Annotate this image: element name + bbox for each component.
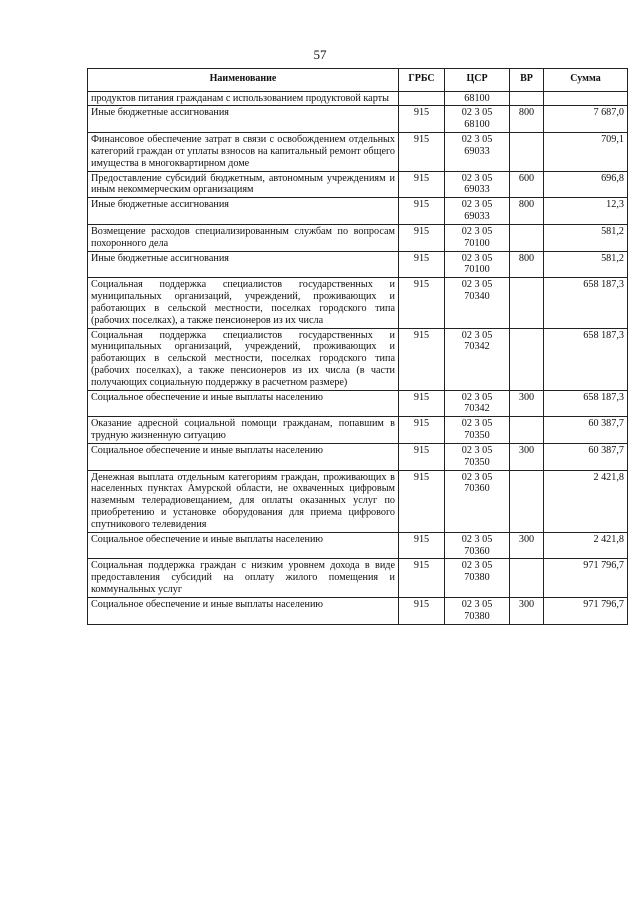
row-vr: 300 <box>510 597 544 624</box>
row-grbs: 915 <box>399 470 445 532</box>
row-csr-line2: 70360 <box>464 483 490 495</box>
row-csr-line1: 02 3 05 <box>461 172 493 184</box>
row-grbs: 915 <box>399 198 445 225</box>
row-csr-line2: 70342 <box>464 341 490 353</box>
row-name: продуктов питания гражданам с использованием продуктовой карты <box>88 91 399 106</box>
row-vr <box>510 470 544 532</box>
row-csr-line1: 02 3 05 <box>461 199 493 211</box>
row-sum: 2 421,8 <box>544 470 628 532</box>
row-grbs: 915 <box>399 106 445 133</box>
row-sum: 60 387,7 <box>544 417 628 444</box>
row-csr <box>445 106 510 133</box>
header-sum: Сумма <box>544 69 628 92</box>
table-row <box>88 91 628 106</box>
row-csr-line1: 02 3 05 <box>461 252 493 264</box>
row-csr <box>445 390 510 417</box>
table-row <box>88 443 628 470</box>
row-name: Социальное обеспечение и иные выплаты населению <box>88 390 399 417</box>
row-csr-line2: 70342 <box>464 403 490 415</box>
row-grbs: 915 <box>399 390 445 417</box>
row-sum: 7 687,0 <box>544 106 628 133</box>
row-name: Иные бюджетные ассигнования <box>88 251 399 278</box>
row-vr: 800 <box>510 106 544 133</box>
table-row <box>88 106 628 133</box>
table-row <box>88 328 628 390</box>
row-grbs <box>399 91 445 106</box>
row-csr-line2: 70100 <box>464 264 490 276</box>
row-csr <box>445 597 510 624</box>
row-csr <box>445 278 510 328</box>
row-grbs: 915 <box>399 278 445 328</box>
row-name: Возмещение расходов специализированным службам по вопросам похоронного дела <box>88 224 399 251</box>
row-csr-line2: 69033 <box>464 145 490 157</box>
table-row <box>88 278 628 328</box>
table-row <box>88 251 628 278</box>
table-row <box>88 532 628 559</box>
row-csr-line1: 02 3 05 <box>461 329 493 341</box>
row-csr-line1: 02 3 05 <box>461 598 493 610</box>
row-grbs: 915 <box>399 251 445 278</box>
row-name: Социальное обеспечение и иные выплаты населению <box>88 597 399 624</box>
table-row <box>88 470 628 532</box>
row-grbs: 915 <box>399 171 445 198</box>
row-name: Денежная выплата отдельным категориям граждан, проживающих в населенных пунктах Амурской области, не охваченных цифровым наземным телерадиовещанием, для оплаты оказанных услуг по приобретению и установке оборудования для приема цифрового спутникового телевидения <box>88 470 399 532</box>
row-csr-line2: 69033 <box>464 184 490 196</box>
row-csr-line1: 02 3 05 <box>461 225 493 237</box>
row-sum: 581,2 <box>544 251 628 278</box>
row-name: Иные бюджетные ассигнования <box>88 198 399 225</box>
row-vr: 300 <box>510 390 544 417</box>
table-row <box>88 133 628 171</box>
row-csr-line1: 02 3 05 <box>461 391 493 403</box>
row-csr-line2: 70360 <box>464 545 490 557</box>
row-vr <box>510 278 544 328</box>
budget-table <box>87 68 628 625</box>
row-name: Социальное обеспечение и иные выплаты населению <box>88 532 399 559</box>
table-row <box>88 171 628 198</box>
header-vr: ВР <box>510 69 544 92</box>
row-csr-line2: 70350 <box>464 430 490 442</box>
header-csr: ЦСР <box>445 69 510 92</box>
row-name: Иные бюджетные ассигнования <box>88 106 399 133</box>
row-csr <box>445 171 510 198</box>
row-sum: 12,3 <box>544 198 628 225</box>
row-csr-line1: 02 3 05 <box>461 560 493 572</box>
row-grbs: 915 <box>399 443 445 470</box>
row-vr: 300 <box>510 532 544 559</box>
row-vr <box>510 91 544 106</box>
row-csr <box>445 417 510 444</box>
row-csr-line1: 02 3 05 <box>461 444 493 456</box>
row-csr-line1: 68100 <box>464 92 490 104</box>
row-csr-line1: 02 3 05 <box>461 533 493 545</box>
row-name: Социальное обеспечение и иные выплаты населению <box>88 443 399 470</box>
row-vr <box>510 224 544 251</box>
row-csr-line1: 02 3 05 <box>461 418 493 430</box>
row-vr: 300 <box>510 443 544 470</box>
row-grbs: 915 <box>399 133 445 171</box>
row-sum: 971 796,7 <box>544 597 628 624</box>
row-csr <box>445 198 510 225</box>
row-grbs: 915 <box>399 597 445 624</box>
row-sum: 971 796,7 <box>544 559 628 597</box>
table-row <box>88 390 628 417</box>
row-grbs: 915 <box>399 224 445 251</box>
row-vr: 600 <box>510 171 544 198</box>
row-csr <box>445 328 510 390</box>
row-grbs: 915 <box>399 328 445 390</box>
row-csr-line1: 02 3 05 <box>461 134 493 146</box>
row-name: Социальная поддержка граждан с низким уровнем дохода в виде предоставления субсидий на оплату жилого помещения и коммунальных услуг <box>88 559 399 597</box>
row-vr: 800 <box>510 198 544 225</box>
row-sum: 2 421,8 <box>544 532 628 559</box>
row-vr <box>510 133 544 171</box>
row-sum: 658 187,3 <box>544 390 628 417</box>
header-name: Наименование <box>88 69 399 92</box>
table-row <box>88 224 628 251</box>
row-name: Оказание адресной социальной помощи гражданам, попавшим в трудную жизненную ситуацию <box>88 417 399 444</box>
row-csr <box>445 133 510 171</box>
row-name: Финансовое обеспечение затрат в связи с освобождением отдельных категорий граждан от уплаты взносов на капитальный ремонт общего имущества в многоквартирном доме <box>88 133 399 171</box>
page-number: 57 <box>313 47 327 62</box>
row-sum <box>544 91 628 106</box>
table-row <box>88 559 628 597</box>
row-csr-line2: 68100 <box>464 119 490 131</box>
row-csr-line2: 70340 <box>464 291 490 303</box>
row-sum: 658 187,3 <box>544 328 628 390</box>
table-body <box>88 91 628 624</box>
row-sum: 709,1 <box>544 133 628 171</box>
row-csr-line1: 02 3 05 <box>461 107 493 119</box>
row-name: Социальная поддержка специалистов государственных и муниципальных организаций, учреждений, проживающих и работающих в сельской местности, поселках городского типа (рабочих поселках), а также пенсионеров из их числа (в части получающих социальную поддержку в расчетном размере) <box>88 328 399 390</box>
row-vr <box>510 328 544 390</box>
row-sum: 60 387,7 <box>544 443 628 470</box>
row-csr-line2: 70380 <box>464 610 490 622</box>
row-csr-line2: 70380 <box>464 572 490 584</box>
row-csr-line2: 69033 <box>464 211 490 223</box>
row-grbs: 915 <box>399 559 445 597</box>
row-name: Предоставление субсидий бюджетным, автономным учреждениям и иным некоммерческим организациям <box>88 171 399 198</box>
row-vr <box>510 559 544 597</box>
row-sum: 696,8 <box>544 171 628 198</box>
row-grbs: 915 <box>399 417 445 444</box>
row-sum: 658 187,3 <box>544 278 628 328</box>
table-header-row <box>88 69 628 92</box>
row-csr <box>445 443 510 470</box>
row-csr <box>445 470 510 532</box>
row-name: Социальная поддержка специалистов государственных и муниципальных организаций, учреждений, проживающих и работающих в сельской местности, поселках городского типа (рабочих поселках), а также пенсионеров из их числа <box>88 278 399 328</box>
row-csr <box>445 91 510 106</box>
row-csr-line1: 02 3 05 <box>461 471 493 483</box>
row-vr <box>510 417 544 444</box>
table-row <box>88 597 628 624</box>
row-csr <box>445 559 510 597</box>
row-csr <box>445 224 510 251</box>
header-grbs: ГРБС <box>399 69 445 92</box>
table-row <box>88 198 628 225</box>
row-csr-line1: 02 3 05 <box>461 279 493 291</box>
row-csr-line2: 70350 <box>464 456 490 468</box>
table-row <box>88 417 628 444</box>
row-grbs: 915 <box>399 532 445 559</box>
row-csr-line2: 70100 <box>464 237 490 249</box>
row-vr: 800 <box>510 251 544 278</box>
row-sum: 581,2 <box>544 224 628 251</box>
row-csr <box>445 251 510 278</box>
row-csr <box>445 532 510 559</box>
